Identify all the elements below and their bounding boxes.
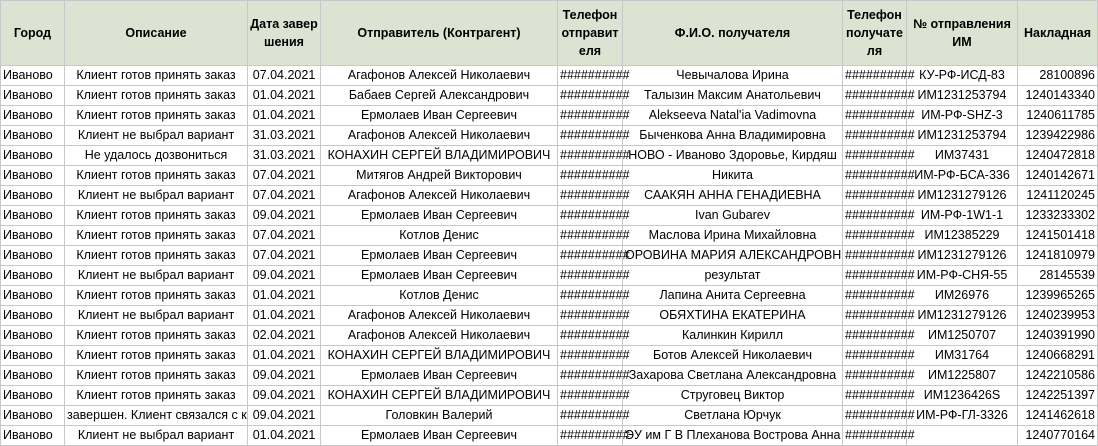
cell-sender[interactable]: КОНАХИН СЕРГЕЙ ВЛАДИМИРОВИЧ (321, 386, 558, 406)
cell-shipment-number[interactable]: ИМ12385229 (907, 226, 1018, 246)
cell-sender[interactable]: Бабаев Сергей Александрович (321, 86, 558, 106)
cell-waybill[interactable]: 1242251397 (1018, 386, 1098, 406)
cell-sender[interactable]: КОНАХИН СЕРГЕЙ ВЛАДИМИРОВИЧ (321, 146, 558, 166)
cell-completion-date[interactable]: 09.04.2021 (248, 406, 321, 426)
cell-description[interactable]: Не удалось дозвониться (65, 146, 248, 166)
cell-completion-date[interactable]: 31.03.2021 (248, 146, 321, 166)
table-row (1, 346, 1098, 366)
cell-recipient-name[interactable]: Alekseeva Natal'ia Vadimovna (623, 106, 843, 126)
cell-city[interactable]: Иваново (1, 346, 65, 366)
cell-sender[interactable]: Ермолаев Иван Сергеевич (321, 266, 558, 286)
cell-recipient-name[interactable]: НОВО - Иваново Здоровье, Кирдяш (623, 146, 843, 166)
cell-sender[interactable]: Ермолаев Иван Сергеевич (321, 106, 558, 126)
header-description[interactable]: Описание (65, 1, 248, 66)
cell-recipient-name[interactable]: Чевычалова Ирина (623, 66, 843, 86)
cell-recipient-name[interactable]: ОБЯХТИНА ЕКАТЕРИНА (623, 306, 843, 326)
cell-sender-phone[interactable]: ########## (558, 426, 623, 446)
cell-description[interactable]: Клиент готов принять заказ (65, 246, 248, 266)
cell-description[interactable]: Клиент готов принять заказ (65, 66, 248, 86)
cell-sender[interactable]: Ермолаев Иван Сергеевич (321, 206, 558, 226)
cell-shipment-number[interactable]: КУ-РФ-ИСД-83 (907, 66, 1018, 86)
cell-sender[interactable]: Митягов Андрей Викторович (321, 166, 558, 186)
cell-waybill[interactable]: 1233233302 (1018, 206, 1098, 226)
cell-waybill[interactable]: 1239422986 (1018, 126, 1098, 146)
cell-sender-phone[interactable]: ########## (558, 266, 623, 286)
cell-description[interactable]: Клиент не выбрал вариант (65, 266, 248, 286)
cell-recipient-phone[interactable]: ########## (843, 326, 907, 346)
cell-sender-phone[interactable]: ########## (558, 106, 623, 126)
cell-sender-phone[interactable]: ########## (558, 406, 623, 426)
cell-shipment-number[interactable]: ИМ1236426S (907, 386, 1018, 406)
cell-description[interactable]: завершен. Клиент связался с к (65, 406, 248, 426)
table-row (1, 126, 1098, 146)
cell-waybill[interactable]: 1241501418 (1018, 226, 1098, 246)
cell-completion-date[interactable]: 09.04.2021 (248, 266, 321, 286)
table-row (1, 86, 1098, 106)
cell-recipient-phone[interactable]: ########## (843, 226, 907, 246)
table-row (1, 106, 1098, 126)
cell-shipment-number[interactable]: ИМ1231279126 (907, 186, 1018, 206)
cell-completion-date[interactable]: 09.04.2021 (248, 366, 321, 386)
cell-completion-date[interactable]: 01.04.2021 (248, 426, 321, 446)
cell-city[interactable]: Иваново (1, 366, 65, 386)
cell-sender[interactable]: Агафонов Алексей Николаевич (321, 126, 558, 146)
cell-description[interactable]: Клиент готов принять заказ (65, 286, 248, 306)
cell-waybill[interactable]: 1240142671 (1018, 166, 1098, 186)
cell-sender[interactable]: Агафонов Алексей Николаевич (321, 306, 558, 326)
cell-shipment-number[interactable]: ИМ26976 (907, 286, 1018, 306)
cell-sender-phone[interactable]: ########## (558, 206, 623, 226)
cell-recipient-phone[interactable]: ########## (843, 66, 907, 86)
cell-sender-phone[interactable]: ########## (558, 86, 623, 106)
cell-recipient-name[interactable]: ЭУ им Г В Плеханова Вострова Анна (623, 426, 843, 446)
cell-shipment-number[interactable]: ИМ1225807 (907, 366, 1018, 386)
cell-city[interactable]: Иваново (1, 266, 65, 286)
cell-recipient-name[interactable]: Светлана Юрчук (623, 406, 843, 426)
cell-city[interactable]: Иваново (1, 426, 65, 446)
table-row (1, 386, 1098, 406)
cell-sender[interactable]: КОНАХИН СЕРГЕЙ ВЛАДИМИРОВИЧ (321, 346, 558, 366)
cell-recipient-name[interactable]: Ivan Gubarev (623, 206, 843, 226)
cell-recipient-phone[interactable]: ########## (843, 426, 907, 446)
cell-shipment-number[interactable]: ИМ1231279126 (907, 306, 1018, 326)
cell-city[interactable]: Иваново (1, 246, 65, 266)
header-row (1, 1, 1098, 66)
cell-completion-date[interactable]: 09.04.2021 (248, 386, 321, 406)
cell-shipment-number[interactable]: ИМ37431 (907, 146, 1018, 166)
cell-sender[interactable]: Агафонов Алексей Николаевич (321, 186, 558, 206)
cell-shipment-number[interactable]: ИМ-РФ-ГЛ-3326 (907, 406, 1018, 426)
header-shipment-number[interactable]: № отправления ИМ (907, 1, 1018, 66)
table-row (1, 166, 1098, 186)
cell-shipment-number[interactable]: ИМ-РФ-БСА-336 (907, 166, 1018, 186)
cell-description[interactable]: Клиент готов принять заказ (65, 166, 248, 186)
cell-sender[interactable]: Котлов Денис (321, 286, 558, 306)
table-row (1, 226, 1098, 246)
cell-city[interactable]: Иваново (1, 306, 65, 326)
cell-city[interactable]: Иваново (1, 146, 65, 166)
cell-waybill[interactable]: 1240391990 (1018, 326, 1098, 346)
cell-city[interactable]: Иваново (1, 86, 65, 106)
header-sender[interactable]: Отправитель (Контрагент) (321, 1, 558, 66)
cell-sender-phone[interactable]: ########## (558, 246, 623, 266)
cell-shipment-number[interactable]: ИМ-РФ-1W1-1 (907, 206, 1018, 226)
cell-sender-phone[interactable]: ########## (558, 126, 623, 146)
cell-recipient-name[interactable]: ОРОВИНА МАРИЯ АЛЕКСАНДРОВН (623, 246, 843, 266)
cell-description[interactable]: Клиент не выбрал вариант (65, 426, 248, 446)
cell-shipment-number[interactable] (907, 426, 1018, 446)
table-row (1, 326, 1098, 346)
cell-sender[interactable]: Ермолаев Иван Сергеевич (321, 366, 558, 386)
table-row (1, 426, 1098, 446)
table-row (1, 186, 1098, 206)
cell-sender[interactable]: Агафонов Алексей Николаевич (321, 326, 558, 346)
cell-city[interactable]: Иваново (1, 126, 65, 146)
cell-sender-phone[interactable]: ########## (558, 306, 623, 326)
cell-waybill[interactable]: 28100896 (1018, 66, 1098, 86)
table-row (1, 306, 1098, 326)
cell-waybill[interactable]: 1240770164 (1018, 426, 1098, 446)
cell-city[interactable]: Иваново (1, 186, 65, 206)
cell-recipient-name[interactable]: результат (623, 266, 843, 286)
cell-sender-phone[interactable]: ########## (558, 66, 623, 86)
table-row (1, 246, 1098, 266)
cell-recipient-name[interactable]: Талызин Максим Анатольевич (623, 86, 843, 106)
cell-recipient-phone[interactable]: ########## (843, 246, 907, 266)
cell-completion-date[interactable]: 07.04.2021 (248, 226, 321, 246)
cell-description[interactable]: Клиент готов принять заказ (65, 366, 248, 386)
cell-shipment-number[interactable]: ИМ31764 (907, 346, 1018, 366)
cell-shipment-number[interactable]: ИМ-РФ-СНЯ-55 (907, 266, 1018, 286)
cell-recipient-phone[interactable]: ########## (843, 306, 907, 326)
cell-recipient-phone[interactable]: ########## (843, 266, 907, 286)
table-row (1, 366, 1098, 386)
cell-sender[interactable]: Ермолаев Иван Сергеевич (321, 246, 558, 266)
cell-sender-phone[interactable]: ########## (558, 226, 623, 246)
cell-completion-date[interactable]: 07.04.2021 (248, 66, 321, 86)
cell-recipient-phone[interactable]: ########## (843, 166, 907, 186)
cell-sender-phone[interactable]: ########## (558, 166, 623, 186)
cell-completion-date[interactable]: 07.04.2021 (248, 186, 321, 206)
cell-city[interactable]: Иваново (1, 326, 65, 346)
cell-city[interactable]: Иваново (1, 66, 65, 86)
cell-shipment-number[interactable]: ИМ1231253794 (907, 86, 1018, 106)
table-row (1, 286, 1098, 306)
table-row (1, 66, 1098, 86)
cell-description[interactable]: Клиент готов принять заказ (65, 226, 248, 246)
cell-recipient-name[interactable]: Никита (623, 166, 843, 186)
cell-completion-date[interactable]: 02.04.2021 (248, 326, 321, 346)
cell-city[interactable]: Иваново (1, 386, 65, 406)
cell-recipient-phone[interactable]: ########## (843, 386, 907, 406)
cell-city[interactable]: Иваново (1, 286, 65, 306)
cell-recipient-name[interactable]: Струговец Виктор (623, 386, 843, 406)
table-row (1, 406, 1098, 426)
cell-completion-date[interactable]: 07.04.2021 (248, 246, 321, 266)
cell-city[interactable]: Иваново (1, 106, 65, 126)
cell-sender-phone[interactable]: ########## (558, 346, 623, 366)
cell-completion-date[interactable]: 09.04.2021 (248, 206, 321, 226)
cell-completion-date[interactable]: 01.04.2021 (248, 286, 321, 306)
cell-description[interactable]: Клиент готов принять заказ (65, 206, 248, 226)
cell-city[interactable]: Иваново (1, 406, 65, 426)
cell-waybill[interactable]: 1241810979 (1018, 246, 1098, 266)
cell-waybill[interactable]: 28145539 (1018, 266, 1098, 286)
header-waybill[interactable]: Накладная (1018, 1, 1098, 66)
cell-completion-date[interactable]: 01.04.2021 (248, 346, 321, 366)
cell-sender[interactable]: Агафонов Алексей Николаевич (321, 66, 558, 86)
cell-city[interactable]: Иваново (1, 226, 65, 246)
header-recipient-phone[interactable]: Телефон получателя (843, 1, 907, 66)
cell-sender[interactable]: Ермолаев Иван Сергеевич (321, 426, 558, 446)
cell-description[interactable]: Клиент не выбрал вариант (65, 186, 248, 206)
cell-recipient-phone[interactable]: ########## (843, 366, 907, 386)
cell-sender-phone[interactable]: ########## (558, 286, 623, 306)
table-row (1, 266, 1098, 286)
cell-waybill[interactable]: 1241462618 (1018, 406, 1098, 426)
cell-waybill[interactable]: 1240239953 (1018, 306, 1098, 326)
cell-recipient-phone[interactable]: ########## (843, 106, 907, 126)
cell-waybill[interactable]: 1240472818 (1018, 146, 1098, 166)
cell-recipient-name[interactable]: Лапина Анита Сергеевна (623, 286, 843, 306)
cell-completion-date[interactable]: 07.04.2021 (248, 166, 321, 186)
cell-sender-phone[interactable]: ########## (558, 386, 623, 406)
cell-sender-phone[interactable]: ########## (558, 326, 623, 346)
cell-recipient-phone[interactable]: ########## (843, 146, 907, 166)
cell-city[interactable]: Иваново (1, 166, 65, 186)
cell-description[interactable]: Клиент не выбрал вариант (65, 126, 248, 146)
cell-shipment-number[interactable]: ИМ1231253794 (907, 126, 1018, 146)
cell-recipient-phone[interactable]: ########## (843, 346, 907, 366)
cell-description[interactable]: Клиент готов принять заказ (65, 386, 248, 406)
cell-description[interactable]: Клиент готов принять заказ (65, 346, 248, 366)
cell-description[interactable]: Клиент готов принять заказ (65, 106, 248, 126)
table-row (1, 146, 1098, 166)
cell-recipient-phone[interactable]: ########## (843, 206, 907, 226)
cell-recipient-name[interactable]: СААКЯН АННА ГЕНАДИЕВНА (623, 186, 843, 206)
cell-waybill[interactable]: 1242210586 (1018, 366, 1098, 386)
cell-recipient-phone[interactable]: ########## (843, 186, 907, 206)
cell-completion-date[interactable]: 31.03.2021 (248, 126, 321, 146)
cell-sender-phone[interactable]: ########## (558, 366, 623, 386)
cell-description[interactable]: Клиент не выбрал вариант (65, 306, 248, 326)
cell-city[interactable]: Иваново (1, 206, 65, 226)
cell-waybill[interactable]: 1239965265 (1018, 286, 1098, 306)
cell-completion-date[interactable]: 01.04.2021 (248, 86, 321, 106)
cell-sender[interactable]: Котлов Денис (321, 226, 558, 246)
cell-shipment-number[interactable]: ИМ1231279126 (907, 246, 1018, 266)
cell-recipient-name[interactable]: Захарова Светлана Александровна (623, 366, 843, 386)
header-completion-date[interactable]: Дата завершения (248, 1, 321, 66)
header-sender-phone[interactable]: Телефон отправителя (558, 1, 623, 66)
cell-shipment-number[interactable]: ИМ-РФ-SHZ-3 (907, 106, 1018, 126)
cell-description[interactable]: Клиент готов принять заказ (65, 326, 248, 346)
cell-waybill[interactable]: 1241120245 (1018, 186, 1098, 206)
cell-waybill[interactable]: 1240668291 (1018, 346, 1098, 366)
cell-recipient-phone[interactable]: ########## (843, 86, 907, 106)
cell-recipient-name[interactable]: Быченкова Анна Владимировна (623, 126, 843, 146)
cell-recipient-name[interactable]: Калинкин Кирилл (623, 326, 843, 346)
cell-recipient-name[interactable]: Маслова Ирина Михайловна (623, 226, 843, 246)
cell-sender-phone[interactable]: ########## (558, 186, 623, 206)
cell-recipient-phone[interactable]: ########## (843, 286, 907, 306)
cell-completion-date[interactable]: 01.04.2021 (248, 306, 321, 326)
header-city[interactable]: Город (1, 1, 65, 66)
cell-recipient-name[interactable]: Ботов Алексей Николаевич (623, 346, 843, 366)
header-recipient-name[interactable]: Ф.И.О. получателя (623, 1, 843, 66)
cell-shipment-number[interactable]: ИМ1250707 (907, 326, 1018, 346)
table-row (1, 206, 1098, 226)
cell-sender-phone[interactable]: ########## (558, 146, 623, 166)
cell-waybill[interactable]: 1240611785 (1018, 106, 1098, 126)
cell-sender[interactable]: Головкин Валерий (321, 406, 558, 426)
cell-completion-date[interactable]: 01.04.2021 (248, 106, 321, 126)
cell-waybill[interactable]: 1240143340 (1018, 86, 1098, 106)
cell-recipient-phone[interactable]: ########## (843, 126, 907, 146)
cell-recipient-phone[interactable]: ########## (843, 406, 907, 426)
cell-description[interactable]: Клиент готов принять заказ (65, 86, 248, 106)
